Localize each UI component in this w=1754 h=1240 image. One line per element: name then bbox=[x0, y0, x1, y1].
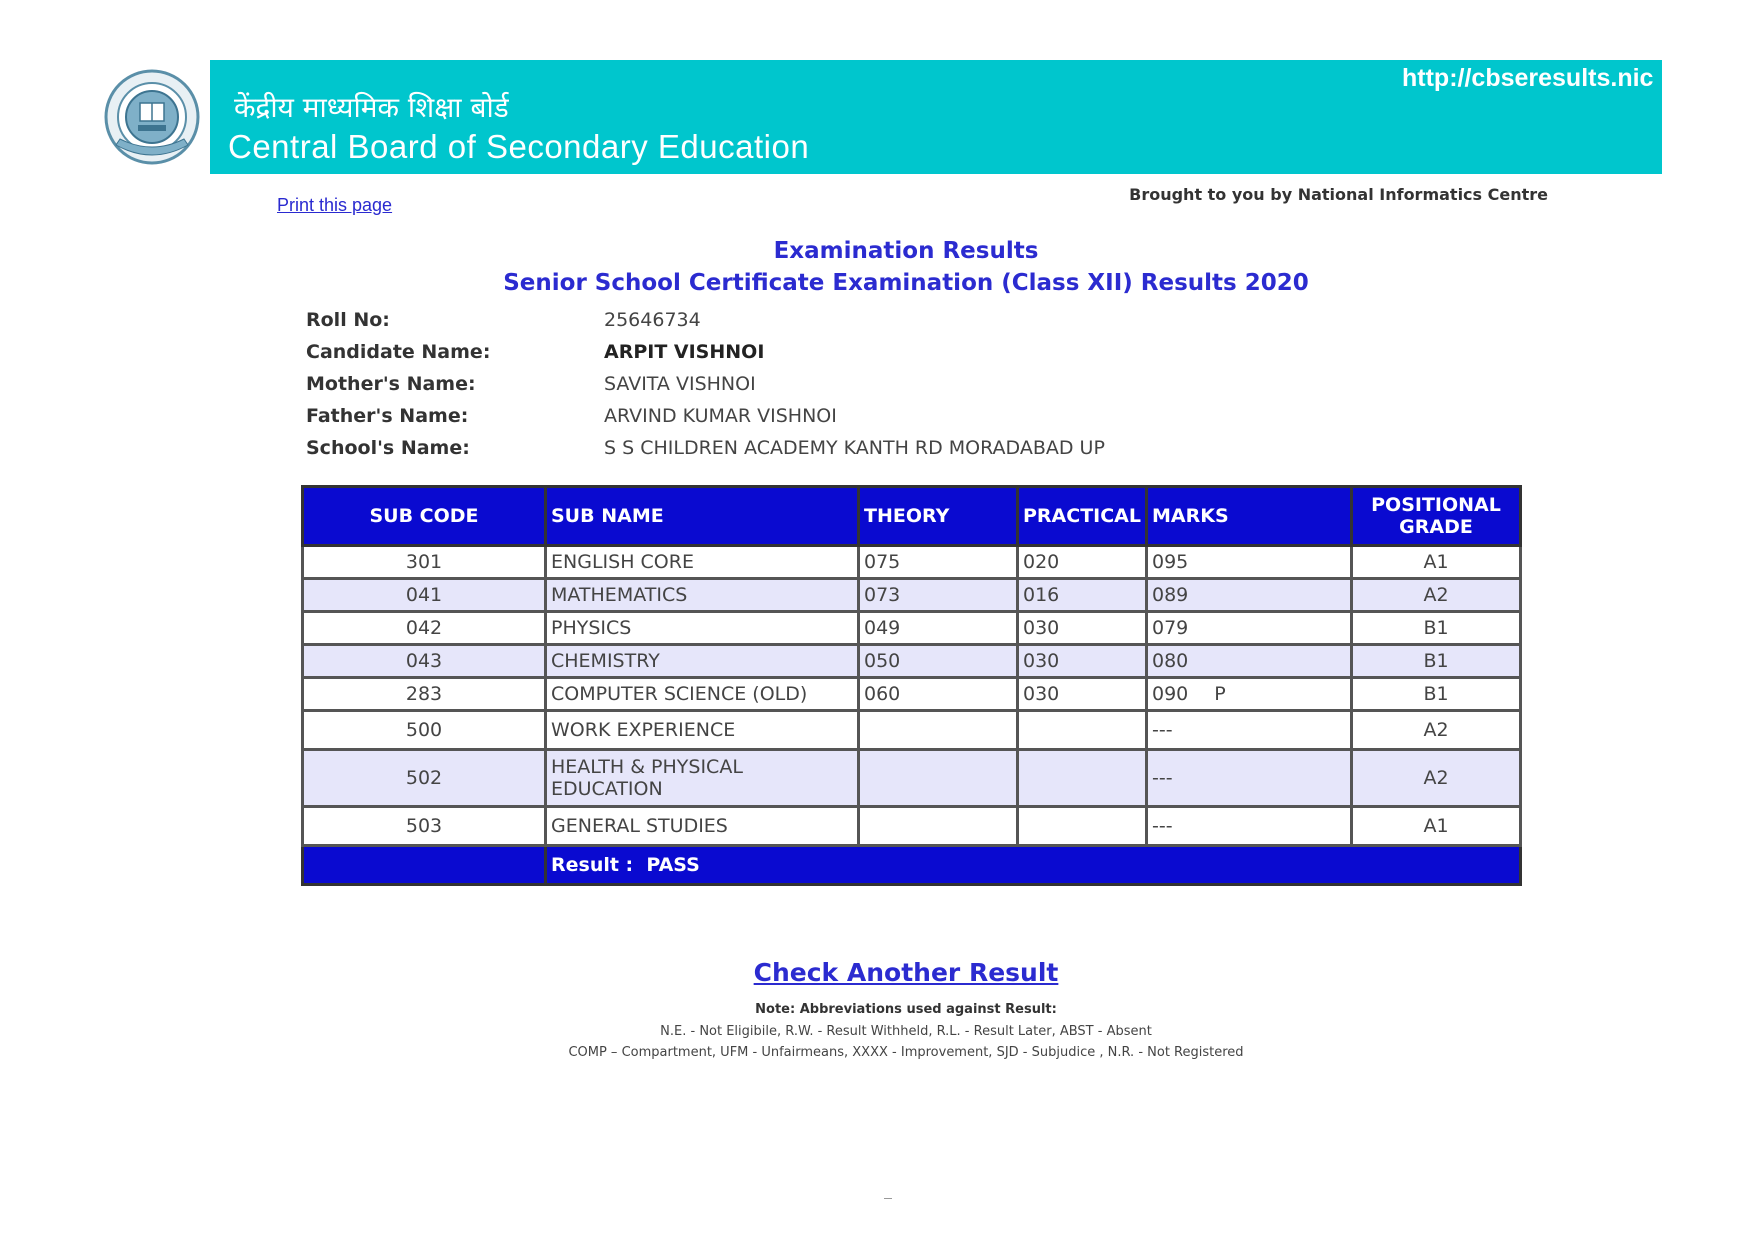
sub-code: 042 bbox=[303, 612, 546, 645]
result-cell bbox=[546, 846, 1521, 885]
info-label: Roll No: bbox=[306, 309, 390, 331]
practical-marks bbox=[1018, 807, 1147, 846]
total-marks: --- bbox=[1147, 750, 1352, 807]
table-row bbox=[303, 711, 1521, 750]
theory-marks bbox=[859, 750, 1018, 807]
school-name: S S CHILDREN ACADEMY KANTH RD MORADABAD UP bbox=[604, 437, 1105, 459]
info-row-mother bbox=[306, 368, 1105, 400]
positional-grade: A2 bbox=[1352, 579, 1521, 612]
page-footer-dash bbox=[884, 1198, 892, 1199]
header-sub-name: SUB NAME bbox=[546, 487, 859, 546]
header-practical: PRACTICAL bbox=[1018, 487, 1147, 546]
info-row-father bbox=[306, 400, 1105, 432]
total-marks: 089 bbox=[1147, 579, 1352, 612]
theory-marks bbox=[859, 711, 1018, 750]
theory-marks: 049 bbox=[859, 612, 1018, 645]
check-another-result-link[interactable]: Check Another Result bbox=[753, 958, 1059, 987]
practical-marks: 030 bbox=[1018, 612, 1147, 645]
sub-name: MATHEMATICS bbox=[546, 579, 859, 612]
note-line-2: COMP – Compartment, UFM - Unfairmeans, XXXX - Improvement, SJD - Subjudice , N.R. - Not Registered bbox=[568, 1045, 1244, 1060]
practical-marks: 030 bbox=[1018, 645, 1147, 678]
total-marks: --- bbox=[1147, 807, 1352, 846]
sub-name: HEALTH & PHYSICAL EDUCATION bbox=[546, 750, 859, 807]
info-row-candidate bbox=[306, 336, 1105, 368]
info-label: Candidate Name: bbox=[306, 341, 491, 363]
board-title-hindi: केंद्रीय माध्यमिक शिक्षा बोर्ड bbox=[234, 91, 509, 124]
positional-grade: A2 bbox=[1352, 750, 1521, 807]
logo-container bbox=[94, 60, 210, 174]
info-row-roll bbox=[306, 304, 1105, 336]
sub-name: CHEMISTRY bbox=[546, 645, 859, 678]
positional-grade: B1 bbox=[1352, 612, 1521, 645]
cbse-emblem-icon bbox=[102, 67, 202, 167]
sub-name: ENGLISH CORE bbox=[546, 546, 859, 579]
site-url: http://cbseresults.nic bbox=[1402, 64, 1654, 92]
info-label: Mother's Name: bbox=[306, 373, 476, 395]
practical-marks: 030 bbox=[1018, 678, 1147, 711]
info-label: Father's Name: bbox=[306, 405, 469, 427]
total-marks: 090 bbox=[1152, 683, 1189, 705]
header-banner bbox=[94, 60, 1662, 174]
theory-marks: 075 bbox=[859, 546, 1018, 579]
result-label: Result : bbox=[551, 854, 634, 876]
brought-by-text: Brought to you by National Informatics Centre bbox=[1129, 185, 1548, 204]
candidate-info bbox=[306, 304, 1105, 464]
result-value: PASS bbox=[646, 854, 700, 876]
positional-grade: A1 bbox=[1352, 807, 1521, 846]
sub-name: PHYSICS bbox=[546, 612, 859, 645]
positional-grade: A2 bbox=[1352, 711, 1521, 750]
total-marks: 095 bbox=[1147, 546, 1352, 579]
mother-name: SAVITA VISHNOI bbox=[604, 373, 756, 395]
sub-code: 503 bbox=[303, 807, 546, 846]
sub-code: 502 bbox=[303, 750, 546, 807]
marks-flag: P bbox=[1214, 683, 1226, 705]
sub-code: 301 bbox=[303, 546, 546, 579]
header-theory: THEORY bbox=[859, 487, 1018, 546]
results-table bbox=[301, 485, 1522, 886]
father-name: ARVIND KUMAR VISHNOI bbox=[604, 405, 837, 427]
exam-title: Examination Results bbox=[773, 238, 1039, 264]
note-line-1: N.E. - Not Eligibile, R.W. - Result Withheld, R.L. - Result Later, ABST - Absent bbox=[660, 1024, 1152, 1039]
sub-code: 283 bbox=[303, 678, 546, 711]
table-row bbox=[303, 612, 1521, 645]
table-row bbox=[303, 807, 1521, 846]
theory-marks: 073 bbox=[859, 579, 1018, 612]
header-sub-code: SUB CODE bbox=[303, 487, 546, 546]
theory-marks bbox=[859, 807, 1018, 846]
sub-code: 043 bbox=[303, 645, 546, 678]
practical-marks bbox=[1018, 750, 1147, 807]
result-row bbox=[303, 846, 1521, 885]
table-row bbox=[303, 678, 1521, 711]
header-positional-grade: POSITIONAL GRADE bbox=[1352, 487, 1521, 546]
info-row-school bbox=[306, 432, 1105, 464]
theory-marks: 060 bbox=[859, 678, 1018, 711]
positional-grade: B1 bbox=[1352, 678, 1521, 711]
sub-name: GENERAL STUDIES bbox=[546, 807, 859, 846]
candidate-name: ARPIT VISHNOI bbox=[604, 341, 765, 363]
sub-name: COMPUTER SCIENCE (OLD) bbox=[546, 678, 859, 711]
table-row bbox=[303, 750, 1521, 807]
practical-marks: 020 bbox=[1018, 546, 1147, 579]
total-marks: --- bbox=[1147, 711, 1352, 750]
exam-subtitle: Senior School Certificate Examination (Class XII) Results 2020 bbox=[503, 270, 1309, 296]
board-title-english: Central Board of Secondary Education bbox=[228, 128, 810, 165]
practical-marks: 016 bbox=[1018, 579, 1147, 612]
positional-grade: B1 bbox=[1352, 645, 1521, 678]
total-marks: 079 bbox=[1147, 612, 1352, 645]
total-marks: 080 bbox=[1147, 645, 1352, 678]
practical-marks bbox=[1018, 711, 1147, 750]
table-header-row bbox=[303, 487, 1521, 546]
sub-code: 500 bbox=[303, 711, 546, 750]
note-title: Note: Abbreviations used against Result: bbox=[755, 1002, 1057, 1017]
roll-number: 25646734 bbox=[604, 309, 701, 331]
sub-code: 041 bbox=[303, 579, 546, 612]
total-marks-cell bbox=[1147, 678, 1352, 711]
table-row bbox=[303, 579, 1521, 612]
result-empty-cell bbox=[303, 846, 546, 885]
print-page-link[interactable]: Print this page bbox=[277, 195, 393, 215]
theory-marks: 050 bbox=[859, 645, 1018, 678]
table-row bbox=[303, 546, 1521, 579]
info-label: School's Name: bbox=[306, 437, 470, 459]
header-marks: MARKS bbox=[1147, 487, 1352, 546]
positional-grade: A1 bbox=[1352, 546, 1521, 579]
sub-name: WORK EXPERIENCE bbox=[546, 711, 859, 750]
table-row bbox=[303, 645, 1521, 678]
